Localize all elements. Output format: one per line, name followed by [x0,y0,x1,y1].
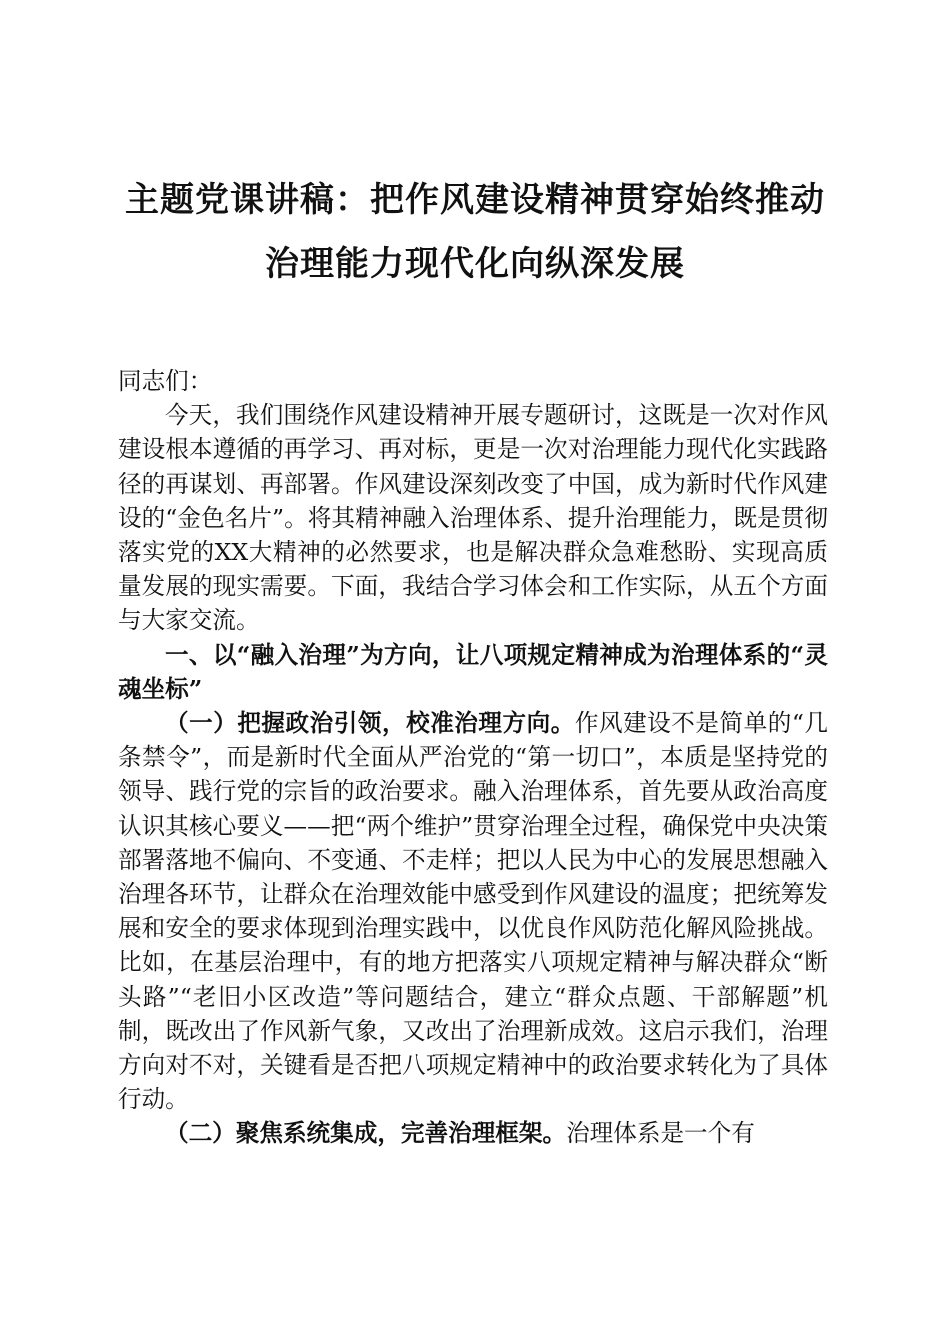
greeting: 同志们： [118,367,213,395]
document-body [118,364,828,1151]
subsection-2-lead: （二）聚焦系统集成，完善治理框架。 [165,1119,567,1148]
subsection-2-text: 治理体系是一个有 [566,1119,755,1148]
document-title-line-1: 主题党课讲稿：把作风建设精神贯穿始终推动 [125,180,825,220]
subsection-2-paragraph [118,1116,828,1150]
intro-paragraph: 今天，我们围绕作风建设精神开展专题研讨，这既是一次对作风建设根本遵循的再学习、再对标，更是一次对治理能力现代化实践路径的再谋划、再部署。作风建设深刻改变了中国，成为新时代作风建设的“金色名片”。将其精神融入治理体系、提升治理能力，既是贯彻落实党的XX大精神的必然要求，也是解决群众急难愁盼、实现高质量发展的现实需要。下面，我结合学习体会和工作实际，从五个方面与大家交流。 [118,401,828,635]
subsection-1-lead: （一）把握政治引领，校准治理方向。 [165,709,575,738]
subsection-1-text: 作风建设不是简单的“几条禁令”，而是新时代全面从严治党的“第一切口”，本质是坚持党的领导、践行党的宗旨的政治要求。融入治理体系，首先要从政治高度认识其核心要义——把“两个维护”贯穿治理全过程，确保党中央决策部署落地不偏向、不变通、不走样；把以人民为中心的发展思想融入治理各环节，让群众在治理效能中感受到作风建设的温度；把统筹发展和安全的要求体现到治理实践中，以优良作风防范化解风险挑战。比如，在基层治理中，有的地方把落实八项规定精神与解决群众“断头路”“老旧小区改造”等问题结合，建立“群众点题、干部解题”机制，既改出了作风新气象，又改出了治理新成效。这启示我们，治理方向对不对，关键看是否把八项规定精神中的政治要求转化为了具体行动。 [118,709,829,1114]
subsection-1-paragraph [118,706,828,1116]
document-title-line-2: 治理能力现代化向纵深发展 [265,244,685,284]
section-1-heading: 一、以“融入治理”为方向，让八项规定精神成为治理体系的“灵魂坐标” [118,640,828,703]
